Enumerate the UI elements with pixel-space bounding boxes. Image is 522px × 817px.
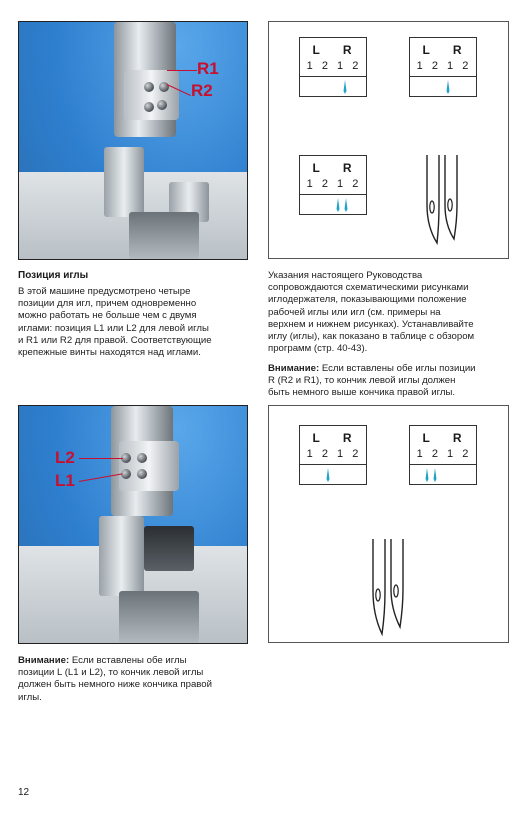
callout-l2: L2 xyxy=(55,448,75,467)
needle-icon xyxy=(300,77,366,96)
card-position-numbers: 1 2 1 2 xyxy=(306,60,362,72)
text-line: рабочей иглы или игл (см. примеры на xyxy=(268,306,441,318)
card-lr-label: L R xyxy=(422,43,472,57)
card-lr-label: L R xyxy=(312,161,362,175)
text-line: иглодержателя, показывающими положение xyxy=(268,294,467,306)
attention-note-right-needles xyxy=(268,363,513,400)
callout-l1: L1 xyxy=(55,471,75,490)
needle-position-diagram-bottom xyxy=(268,405,509,643)
callout-r2: R2 xyxy=(191,81,213,100)
text-line: и R1 или R2 для правой. Соответствующие xyxy=(18,334,212,346)
needle-tip-detail-icon xyxy=(363,539,423,639)
needle-card-r2 xyxy=(409,37,477,97)
needle-icon xyxy=(300,465,366,484)
text-line: быть немного выше кончика правой иглы. xyxy=(268,387,456,399)
needle-card-r-both xyxy=(299,155,367,215)
callout-r1: R1 xyxy=(197,59,219,78)
text-line: позиции для игл, причем одновременно xyxy=(18,298,197,310)
card-position-numbers: 1 2 1 2 xyxy=(306,178,362,190)
needle-card-l-both xyxy=(409,425,477,485)
text-line: позиции L (L1 и L2), то кончик левой иглы xyxy=(18,667,204,679)
attention-note-left-needles xyxy=(18,655,258,704)
card-lr-label: L R xyxy=(422,431,472,445)
attention-label: Внимание: xyxy=(268,363,320,374)
text-line: иглу (иглы), как показано в таблице с обзором xyxy=(268,331,475,343)
text-line: программ (стр. 40-43). xyxy=(268,343,368,355)
text-line: В этой машине предусмотрено четыре xyxy=(18,286,191,297)
callout-l2-line xyxy=(79,458,123,459)
section-heading-needle-position: Позиция иглы xyxy=(18,270,89,281)
needle-card-l1 xyxy=(299,425,367,485)
page-number: 12 xyxy=(18,787,30,798)
needle-tip-detail-icon xyxy=(417,155,477,245)
text-line: должен быть немного ниже кончика правой xyxy=(18,679,212,691)
sewing-machine-photo-left-needles xyxy=(18,405,248,644)
attention-label: Внимание: xyxy=(18,655,70,666)
callout-r1-line xyxy=(167,70,197,71)
twin-needle-icon xyxy=(410,465,476,484)
needle-position-paragraph xyxy=(18,286,258,359)
text-line: иглами: позиция L1 или L2 для левой иглы xyxy=(18,322,209,334)
card-lr-label: L R xyxy=(312,431,362,445)
needle-position-diagram-top xyxy=(268,21,509,259)
twin-needle-icon xyxy=(300,195,366,214)
card-position-numbers: 1 2 1 2 xyxy=(306,448,362,460)
card-lr-label: L R xyxy=(312,43,362,57)
text-line: можно работать не больше чем с двумя xyxy=(18,310,197,322)
text-line: Если вставлены обе иглы позиции xyxy=(319,363,476,374)
text-line: верхнем и нижнем рисунках). Устанавливайте xyxy=(268,318,474,330)
text-line: сопровождаются схематическими рисунками xyxy=(268,282,469,294)
needle-icon xyxy=(410,77,476,96)
sewing-machine-photo-right-needles xyxy=(18,21,248,260)
card-position-numbers: 1 2 1 2 xyxy=(416,60,472,72)
text-line: R (R2 и R1), то кончик левой иглы должен xyxy=(268,375,456,387)
text-line: крепежные винты находятся над иглами. xyxy=(18,347,201,359)
guide-paragraph xyxy=(268,270,513,355)
text-line: Указания настоящего Руководства xyxy=(268,270,423,281)
text-line: иглы. xyxy=(18,691,42,703)
card-position-numbers: 1 2 1 2 xyxy=(416,448,472,460)
text-line: Если вставлены обе иглы xyxy=(69,655,187,666)
needle-card-r1 xyxy=(299,37,367,97)
